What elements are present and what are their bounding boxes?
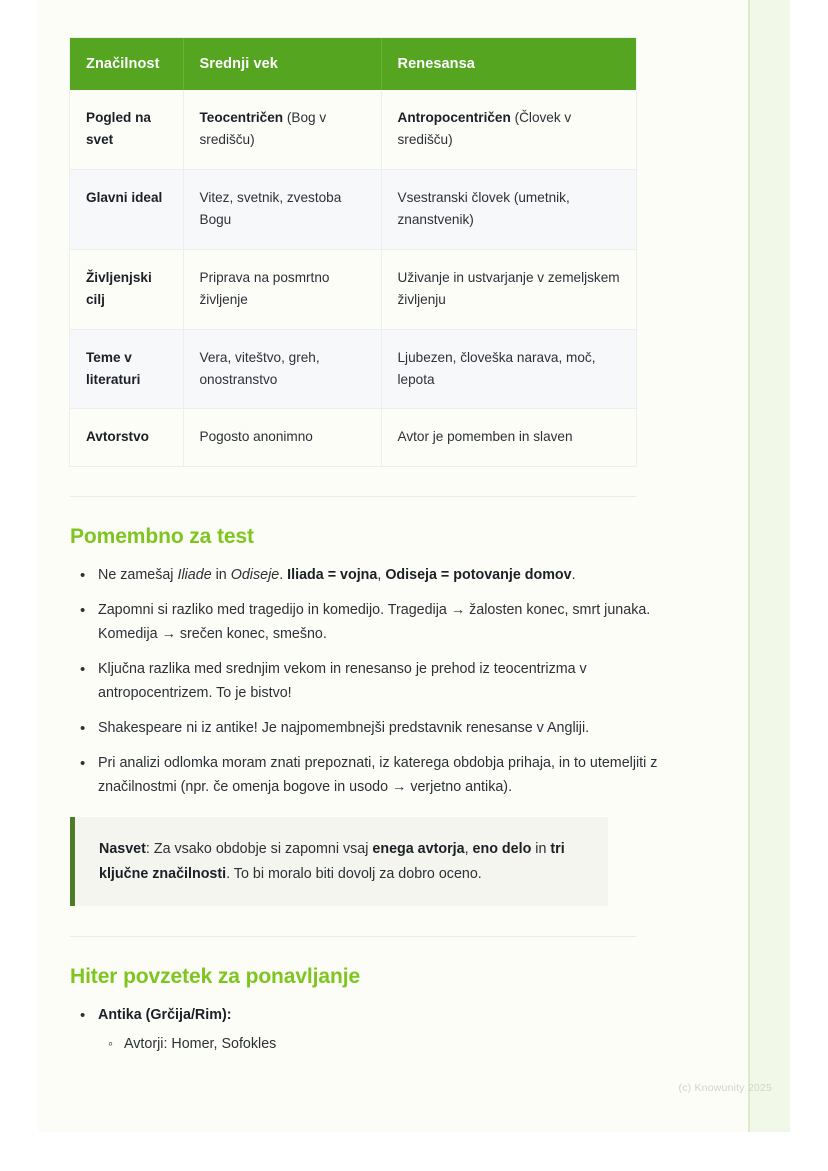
page-right-rail: [750, 0, 790, 1132]
section-divider: [70, 936, 636, 937]
list-item: [94, 751, 658, 799]
table-cell-feature: Teme v literaturi: [70, 329, 183, 409]
text-run: Vera, viteštvo, greh, onostranstvo: [199, 349, 320, 387]
text-run: . To bi moralo biti dovolj za dobro oceno.: [226, 865, 482, 882]
text-run: ,: [377, 566, 386, 583]
table-cell-middle-ages: [183, 329, 381, 409]
text-run: : Za vsako obdobje si zapomni vsaj: [145, 840, 373, 857]
table-row: [70, 90, 636, 169]
table-cell-feature: Glavni ideal: [70, 169, 183, 249]
text-run: Ljubezen, človeška narava, moč, lepota: [397, 349, 596, 387]
text-run: Ključna razlika med srednjim vekom in renesanso je prehod iz teocentrizma v antropocentrizem. To je bistvo!: [98, 660, 587, 701]
table-cell-renaissance: [381, 249, 636, 329]
summary-bullet-list: [70, 1003, 668, 1056]
text-run: (Človek v središču): [397, 110, 572, 148]
text-run: .: [571, 566, 576, 583]
sub-list: [98, 1032, 658, 1056]
text-run: eno delo: [472, 840, 532, 857]
exam-bullet-list: [70, 563, 668, 799]
text-run: Iliade: [177, 566, 212, 583]
table-cell-middle-ages: [183, 409, 381, 466]
table-row: [70, 249, 636, 329]
table-cell-feature: Avtorstvo: [70, 409, 183, 466]
text-run: Vsestranski človek (umetnik, znanstvenik): [397, 189, 570, 228]
table-row: [70, 329, 636, 409]
table-cell-middle-ages: [183, 249, 381, 329]
text-run: Teocentričen: [199, 110, 284, 125]
table-row: [70, 169, 636, 249]
table-header-cell: Srednji vek: [183, 38, 381, 90]
comparison-table: [70, 38, 636, 466]
text-run: Odiseje: [230, 566, 280, 583]
text-run: Zapomni si razliko med tragedijo in komedijo. Tragedija → žalosten konec, smrt junaka. Komedija → srečen konec, smešno.: [98, 601, 651, 642]
section-divider: [70, 496, 636, 497]
copyright-watermark: (c) Knowunity 2025: [678, 1082, 772, 1094]
table-cell-feature: Pogled na svet: [70, 90, 183, 169]
section-heading-summary: Hiter povzetek za ponavljanje: [70, 965, 361, 989]
text-run: (Bog v središču): [199, 110, 327, 148]
text-run: enega avtorja: [372, 840, 465, 857]
text-run: Uživanje in ustvarjanje v zemeljskem življenju: [397, 269, 620, 308]
table-cell-renaissance: [381, 169, 636, 249]
section-heading-exam: Pomembno za test: [70, 524, 254, 548]
table-cell-middle-ages: [183, 169, 381, 249]
table-header-cell: Renesansa: [381, 38, 636, 90]
sub-list-item: ◦ Avtorji: Homer, Sofokles: [124, 1032, 658, 1056]
text-run: ,: [464, 840, 473, 857]
tip-callout: [70, 817, 608, 906]
table-row: [70, 409, 636, 466]
page-rail-divider: [748, 0, 750, 1132]
text-run: Nasvet: [99, 840, 146, 857]
text-run: Vitez, svetnik, zvestoba Bogu: [199, 189, 342, 228]
document-content: [70, 0, 668, 1067]
text-run: Odiseja = potovanje domov: [385, 566, 572, 583]
table-header-cell: Značilnost: [70, 38, 183, 90]
table-cell-feature: Življenjski cilj: [70, 249, 183, 329]
text-run: Pri analizi odlomka moram znati prepoznati, iz katerega obdobja prihaja, in to utemeljiti z značilnostmi (npr. če omenja bogove in usodo → verjetno antika).: [98, 754, 658, 795]
text-run: in: [531, 840, 551, 857]
text-run: Ne zamešaj: [98, 566, 178, 583]
list-item: [94, 716, 658, 740]
table-cell-renaissance: [381, 329, 636, 409]
text-run: Pogosto anonimno: [199, 429, 313, 445]
list-item: [94, 563, 658, 587]
text-run: Priprava na posmrtno življenje: [199, 269, 330, 308]
list-item: [94, 598, 658, 646]
text-run: Antropocentričen: [397, 110, 511, 125]
list-item: [94, 1003, 658, 1056]
text-run: in: [211, 566, 231, 583]
text-run: Avtor je pomemben in slaven: [397, 429, 573, 445]
text-run: tri ključne značilnosti: [99, 840, 565, 882]
text-run: .: [279, 566, 288, 583]
list-item: [94, 657, 658, 705]
table-cell-renaissance: [381, 90, 636, 169]
list-item-label: Antika (Grčija/Rim):: [98, 1007, 232, 1024]
table-cell-renaissance: [381, 409, 636, 466]
text-run: Iliada = vojna: [287, 566, 378, 583]
table-body: [70, 90, 636, 466]
table-header-row: [70, 38, 636, 90]
text-run: Shakespeare ni iz antike! Je najpomembnejši predstavnik renesanse v Angliji.: [98, 719, 590, 736]
document-page: [38, 0, 790, 1132]
table-cell-middle-ages: [183, 90, 381, 169]
